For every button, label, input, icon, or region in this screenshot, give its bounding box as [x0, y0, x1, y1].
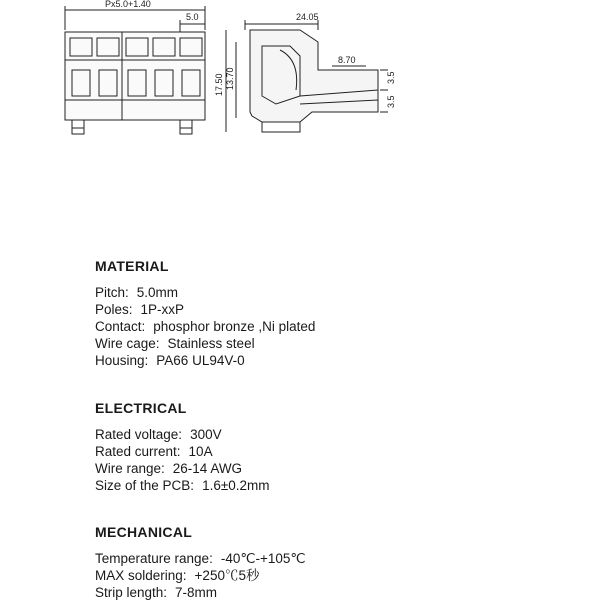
spec-row: Wire cage: Stainless steel	[95, 336, 255, 351]
dim-height-body: 13.70	[225, 67, 235, 90]
electrical-title: ELECTRICAL	[95, 400, 187, 416]
spec-row: Contact: phosphor bronze ,Ni plated	[95, 319, 316, 334]
spec-row: Strip length: 7-8mm	[95, 585, 218, 600]
dim-spacing-a: 3.5	[386, 71, 396, 84]
technical-drawing	[0, 0, 600, 160]
dim-pitch-formula: Px5.0+1.40	[105, 0, 151, 9]
spec-row: Rated current: 10A	[95, 444, 213, 459]
dim-height-total: 17.50	[214, 73, 224, 96]
spec-row: Pitch: 5.0mm	[95, 285, 179, 300]
spec-row: Housing: PA66 UL94V-0	[95, 353, 245, 368]
dim-pitch: 5.0	[186, 12, 199, 22]
spec-row: Size of the PCB: 1.6±0.2mm	[95, 478, 270, 493]
mechanical-title: MECHANICAL	[95, 524, 193, 540]
dim-offset: 8.70	[338, 55, 356, 65]
material-section	[95, 258, 315, 369]
mechanical-section	[95, 524, 306, 601]
dim-length: 24.05	[296, 12, 319, 22]
spec-row: Temperature range: -40℃-+105℃	[95, 551, 306, 566]
dim-spacing-b: 3.5	[386, 95, 396, 108]
spec-row: Wire range: 26-14 AWG	[95, 461, 243, 476]
electrical-section	[95, 400, 270, 494]
spec-row: MAX soldering: +250℃5秒	[95, 568, 260, 583]
spec-row: Poles: 1P-xxP	[95, 302, 185, 317]
spec-row: Rated voltage: 300V	[95, 427, 222, 442]
material-title: MATERIAL	[95, 258, 169, 274]
